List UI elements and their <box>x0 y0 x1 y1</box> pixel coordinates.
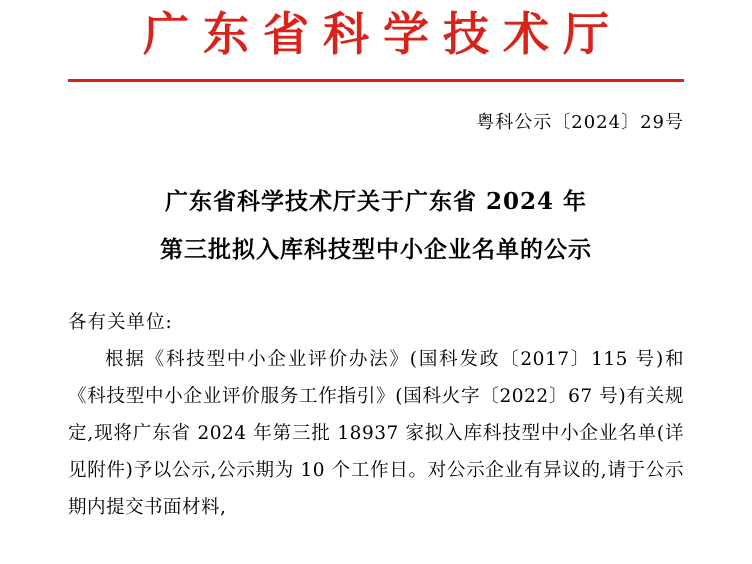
letterhead <box>68 0 684 82</box>
document-paragraph-1: 根据《科技型中小企业评价办法》(国科发政〔2017〕115 号)和《科技型中小企业评价服务工作指引》(国科火字〔2022〕67 号)有关规定,现将广东省 2024 年第三批 18937 家拟入库科技型中小企业名单(详见附件)予以公示,公示期为 10 个工作日。对公示企业有异议的,请于公示期内提交书面材料, <box>68 349 684 519</box>
document-number: 粤科公示〔2024〕29号 <box>476 111 684 133</box>
letterhead-organization: 广东省科学技术厅 <box>143 7 623 61</box>
document-body <box>68 304 684 526</box>
letterhead-divider <box>68 79 684 82</box>
document-title-line-2: 第三批拟入库科技型中小企业名单的公示 <box>160 236 592 264</box>
document-title-line-1: 广东省科学技术厅关于广东省 2024 年 <box>164 187 588 215</box>
document-title <box>68 178 684 275</box>
document-salutation: 各有关单位: <box>68 312 173 334</box>
